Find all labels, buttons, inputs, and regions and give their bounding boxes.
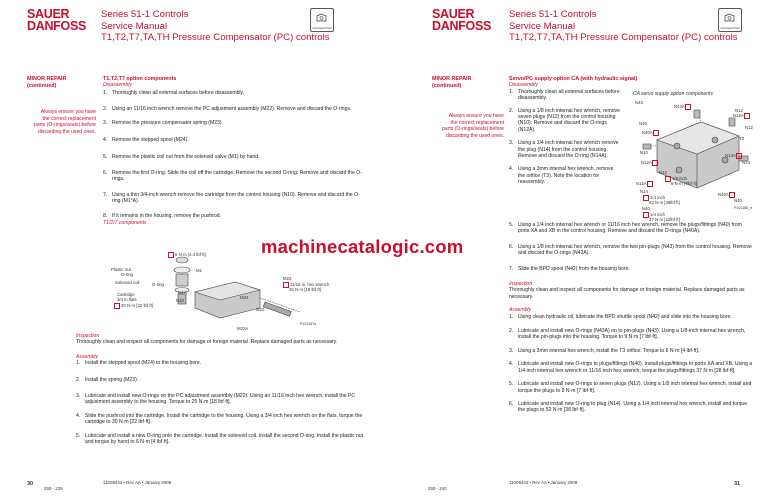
inspection-title: Inspection (76, 333, 100, 339)
step-1: 1. Thoroughly clean all external surfaces before disassembly. (509, 88, 620, 102)
assembly-step-4: 4. Lubricate and install new O-rings to plugs/fittings (N40). Install plugs/fittings to ports XA and XB. Using a 1/4 inch internal hex wrench or 11/16 inch hex wrench, torque the plugs/fittings 37 N·m [28 lbf·ft]. (509, 361, 753, 374)
figure-caption: T1/2/7 components (103, 219, 147, 226)
section-subtitle: Disassembly (103, 82, 132, 89)
figure-id: P101187a (300, 322, 317, 326)
label-o-ring-2: O-ring (152, 282, 164, 287)
step-3: 3. Remove the pressure compensator spring (M23). (103, 119, 223, 126)
label-n40-bottom: N40 (642, 206, 650, 211)
step-2: 2. Using a 1/8 inch internal hex wrench, remove seven plugs (N12) from the control housing (N10). Remove and discard the O-rings (N12A). (509, 107, 620, 133)
assembly-title: Assembly (509, 307, 532, 314)
right-page (384, 0, 768, 497)
watermark-text: machinecatalogic.com (261, 236, 464, 257)
section-subtitle: Disassembly (509, 82, 538, 89)
inspection-title: Inspection (509, 281, 533, 288)
label-torque-14: 1/4 inch (643, 195, 665, 201)
assembly-step-3: 3. Using a 3mm internal hex wrench, install the T3 orifice. Torque to 6 N·m [4 lbf·ft]. (509, 347, 700, 354)
label-n12a-bottom: N12A (636, 181, 654, 187)
solenoid-coil-part (176, 274, 188, 286)
replacement-parts-note: Always ensure you have the correct replacement parts (O-rings/seals) before discarding the used ones. (34, 109, 96, 135)
section-side-label: MINOR REPAIR (continued) (27, 76, 67, 89)
footer-doc-code: 11009443 • Rev AA • January 2008 (103, 480, 172, 485)
pump-icon (316, 13, 327, 22)
label-n40-right: N40 (734, 198, 742, 203)
page-header: Series 51-1 Controls Service Manual T1,T2,T7,TA,TH Pressure Compensator (PC) controls (101, 9, 330, 43)
label-torque-18: 1/8 inch (665, 176, 687, 182)
assembly-step-5: 5. Lubricate and install a new O-ring onto the cartridge. Install the solenoid coil. Install the second O-ring. Install the plastic nut and torque by hand to 6 N·m [4 lbf·ft]. (76, 432, 364, 446)
label-plastic-nut: Plastic nut (111, 267, 131, 272)
generated-parts-badge: Generated Parts (718, 8, 742, 32)
sauer-danfoss-logo: SAUER DANFOSS (432, 7, 492, 33)
label-torque-9nm: 9 N·m [7lbf·ft] (671, 181, 698, 186)
label-n14a: N14A (725, 153, 743, 159)
assembly-step-3: 3. Lubricate and install new O-rings on the PC adjustment assembly (M22). Using an 11/16 inch hex wrench, install the PC adjustment assembly to the housing. Torque to 25 N·m [18 lbf·ft]. (76, 393, 356, 406)
inspection-text: Thoroughly clean and inspect all components for damage or foreign material. Replace damaged parts as necessary. (76, 339, 338, 346)
label-pc-torque: 25 N·m [18 lbf·ft] (289, 287, 321, 292)
footer-left-id: 250 - 240 (428, 486, 447, 491)
label-m24: M24 (240, 295, 249, 300)
label-n12-right: N12 (745, 125, 753, 130)
label-torque-52nm: 52 N·m [38lbf·ft] (649, 200, 680, 205)
figure-id: P101186_e (734, 206, 753, 210)
label-t3: T3 (739, 136, 745, 141)
page-header: Series 51-1 Controls Service Manual T1,T2,T7,TA,TH Pressure Compensator (PC) controls (509, 9, 738, 43)
label-o-ring: O-ring (121, 272, 133, 277)
label-m22a: M22A (237, 326, 249, 331)
section-title: T1,T2,T7 option components (103, 76, 177, 82)
page-number: 31 (734, 481, 741, 487)
step-5: 5. Remove the plastic coil nut from the solenoid valve (M1) by hand. (103, 154, 260, 161)
label-n12-mid: N12 (659, 170, 667, 175)
assembly-step-6: 6. Lubricate and install new O-ring to plug (N14). Using a 1/4 inch internal hex wrench, install and torque the plugs to 52 N·m [38 lbf·ft]. (509, 400, 748, 414)
label-n43a: N43A (674, 104, 692, 110)
pump-icon (724, 13, 735, 22)
label-n12-top: N12 (735, 108, 743, 113)
label-n12a-left: N12A (641, 160, 659, 166)
section-side-label: MINOR REPAIR (continued) (432, 76, 472, 89)
label-n14-right: N14 (742, 160, 750, 165)
label-m1: M1 (196, 268, 202, 273)
t1-t2-t7-components-figure (100, 250, 320, 330)
assembly-step-1: 1. Install the stepped spool (M24) to the housing bore. (76, 360, 202, 367)
label-torque-14b: 1/4 inch (643, 212, 665, 218)
step-2: 2. Using an 11/16 inch wrench remove the PC adjustment assembly (M22). Remove and discard the O-rings. (103, 106, 352, 113)
page-number: 30 (27, 481, 34, 487)
step-3: 3. Using a 1/4 inch internal hex wrench remove the plug (N14) from the control housing. Remove and discard the O-ring (N14A). (509, 140, 619, 160)
step-6: 6. Using a 1/8 inch internal hex wrench, remove the two pin-plugs (N43) from the control housing. Remove and discard the O-rings (N43A). (509, 243, 752, 257)
label-cartridge: Cartridge (117, 292, 135, 297)
step-4: 4. Using a 3mm internal hex wrench, remove the orifice (T3). Note the location for reassembly. (509, 166, 614, 186)
label-n10: N10 (640, 150, 648, 155)
sauer-danfoss-logo: SAUER DANFOSS (27, 7, 87, 33)
left-content (103, 76, 365, 226)
label-n14-bottom: N14 (640, 189, 648, 194)
assembly-title: Assembly (76, 353, 99, 360)
step-5: 5. Using a 1/4 inch internal hex wrench or 11/16 inch hex wrench, remove the plugs/fittings (N40) from ports XA and XB in the control housing. Remove and discard the O-rings (N40A). (509, 222, 742, 235)
section-title: Servo/PC supply option CA (with hydraulic signal) (509, 76, 638, 82)
label-m1a: M1A (178, 290, 187, 295)
figure-caption: CA servo supply option components (633, 91, 713, 97)
label-torque-37nm: 37 N·m [22lbf·ft] (649, 217, 680, 222)
label-n12a-top: N12A (733, 113, 751, 119)
assembly-step-4: 4. Slide the pushrod into the cartridge. Install the cartridge to the housing. Using a 3/4 inch hex wrench on the flats, torque the cartridge to 30 N·m [22 lbf·ft]. (76, 412, 363, 426)
step-6: 6. Remove the first O-ring. Slide the coil off the cartridge. Remove the second O-ring. Remove and discard the O-rings. (103, 169, 362, 183)
step-1: 1. Thoroughly clean all external surfaces before disassembly. (103, 89, 245, 96)
step-8: 8. If it remains in the housing, remove the pushrod. (103, 213, 222, 220)
label-n40-top: N40 (639, 121, 647, 126)
label-n43: N43 (635, 100, 643, 105)
assembly-step-2: 2. Install the spring (M23). (76, 376, 139, 383)
footer-doc-code: 11009443 • Rev AA • January 2008 (509, 480, 578, 485)
label-solenoid-coil: Solenoid coil (115, 280, 140, 285)
inspection-text: Thoroughly clean and inspect all components for damage or foreign material. Replace damaged parts as necessary. (509, 287, 745, 300)
label-hex-wrench: 11/16 in. hex wrench (283, 282, 329, 288)
footer-left-id: 250 - 239 (44, 486, 63, 491)
replacement-parts-note: Always ensure you have the correct replacement parts (O-rings/seals) before discarding the used ones. (442, 113, 504, 139)
step-4: 4. Remove the stepped spool (M24). (103, 137, 189, 144)
step-7: 7. Slide the BPD spool (N42) from the housing bore. (509, 265, 630, 272)
assembly-step-2: 2. Lubricate and install new O-rings (N43A) on to pin-plugs (N43). Using a 1/8-inch internal hex wrench, install the pin-plugs into the housing. Torque to 9 N·m [7 lbf·ft]. (509, 328, 746, 341)
right-content-narrow (509, 76, 638, 186)
label-n40a-top: N40A (642, 130, 660, 136)
label-m22: M22 (283, 276, 292, 281)
o-ring-part (174, 267, 190, 273)
label-flats: 3/4 in flats (117, 297, 137, 302)
label-cartridge-torque: 30 N·m [22 lbf·ft] (114, 303, 153, 309)
label-m23: M23 (256, 307, 265, 312)
generated-parts-badge: Generated Parts (310, 8, 334, 32)
step-7: 7. Using a thin 3/4-inch wrench remove the cartridge from the control housing (N10). Remove and discard the O-ring (M1*A). (103, 191, 360, 205)
assembly-step-5: 5. Lubricate and install new O-rings to seven plugs (N12). Using a 1/8 inch internal hex wrench, install and torque the plugs to 9 N·m [7 lbf·ft]. (509, 381, 752, 394)
assembly-step-1: 1. Using clean hydraulic oil, lubricate the BPD shuttle spool (N42) and slide into the housing bore. (509, 313, 732, 320)
label-n10: N10 (176, 298, 184, 303)
left-inspection-assembly (76, 333, 366, 445)
right-content-wide (509, 222, 754, 414)
torque-label-nut: 6 N·m [4.4 lbf·ft] (168, 252, 206, 258)
label-n40a-bottom: N40A (718, 192, 736, 198)
